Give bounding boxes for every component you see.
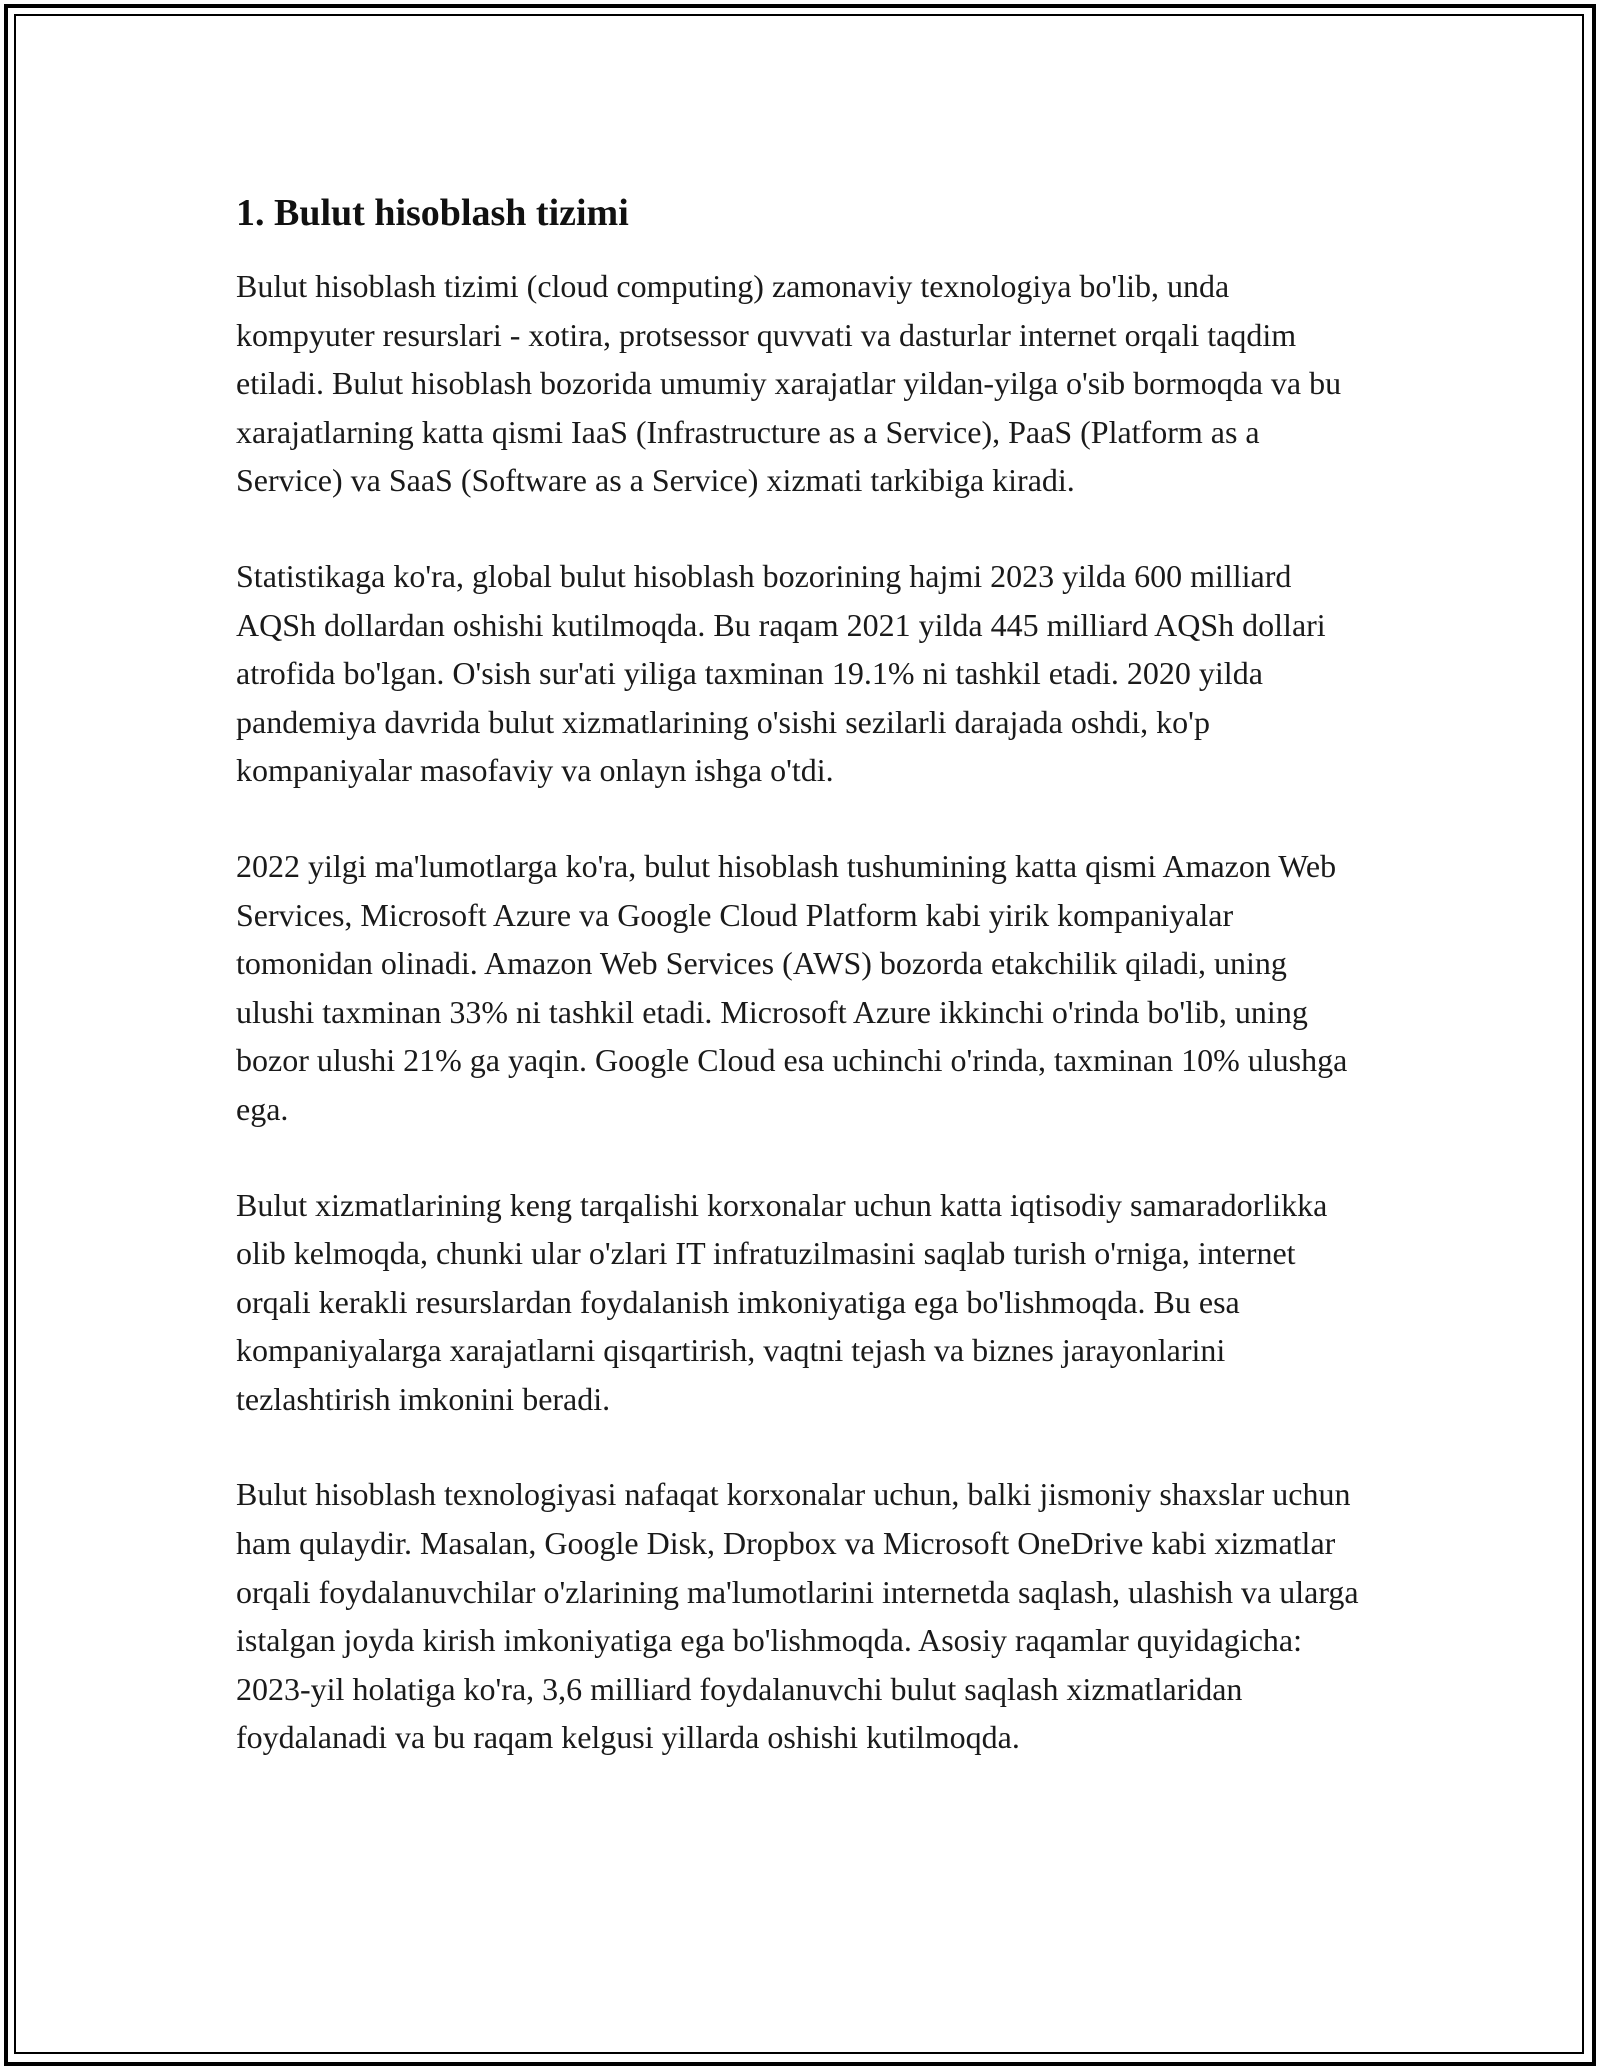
- paragraph-market-share: 2022 yilgi ma'lumotlarga ko'ra, bulut hisoblash tushumining katta qismi Amazon Web Services, Microsoft Azure va Google Cloud Platform kabi yirik kompaniyalar tomonidan olinadi. Amazon Web Services (AWS) bozorda etakchilik qiladi, uning ulushi taxminan 33% ni tashkil etadi. Microsoft Azure ikkinchi o'rinda bo'lib, uning bozor ulushi 21% ga yaqin. Google Cloud esa uchinchi o'rinda, taxminan 10% ulushga ega.: [236, 847, 1348, 1127]
- section-heading: 1. Bulut hisoblash tizimi: [236, 192, 629, 234]
- paragraph-business-benefits: Bulut xizmatlarining keng tarqalishi korxonalar uchun katta iqtisodiy samaradorlikka olib kelmoqda, chunki ular o'zlari IT infratuzilmasini saqlab turish o'rniga, internet orqali kerakli resurslardan foydalanish imkoniyatiga ega bo'lishmoqda. Bu esa kompaniyalarga xarajatlarni qisqartirish, vaqtni tejash va biznes jarayonlarini tezlashtirish imkonini beradi.: [236, 1186, 1328, 1417]
- document-body: [236, 188, 1366, 1809]
- paragraph-personal-use: Bulut hisoblash texnologiyasi nafaqat korxonalar uchun, balki jismoniy shaxslar uchun ham qulaydir. Masalan, Google Disk, Dropbox va Microsoft OneDrive kabi xizmatlar orqali foydalanuvchilar o'zlarining ma'lumotlarini internetda saqlash, ulashish va ularga istalgan joyda kirish imkoniyatiga ega bo'lishmoqda. Asosiy raqamlar quyidagicha: 2023-yil holatiga ko'ra, 3,6 milliard foydalanuvchi bulut saqlash xizmatlaridan foydalanadi va bu raqam kelgusi yillarda oshishi kutilmoqda.: [236, 1476, 1359, 1756]
- paragraph-definition: Bulut hisoblash tizimi (cloud computing) zamonaviy texnologiya bo'lib, unda kompyuter resurslari - xotira, protsessor quvvati va dasturlar internet orqali taqdim etiladi. Bulut hisoblash bozorida umumiy xarajatlar yildan-yilga o'sib bormoqda va bu xarajatlarning katta qismi IaaS (Infrastructure as a Service), PaaS (Platform as a Service) va SaaS (Software as a Service) xizmati tarkibiga kiradi.: [236, 268, 1342, 499]
- paragraph-market-statistics: Statistikaga ko'ra, global bulut hisoblash bozorining hajmi 2023 yilda 600 milliard AQSh dollardan oshishi kutilmoqda. Bu raqam 2021 yilda 445 milliard AQSh dollari atrofida bo'lgan. O'sish sur'ati yiliga taxminan 19.1% ni tashkil etadi. 2020 yilda pandemiya davrida bulut xizmatlarining o'sishi sezilarli darajada oshdi, ko'p kompaniyalar masofaviy va onlayn ishga o'tdi.: [236, 557, 1326, 789]
